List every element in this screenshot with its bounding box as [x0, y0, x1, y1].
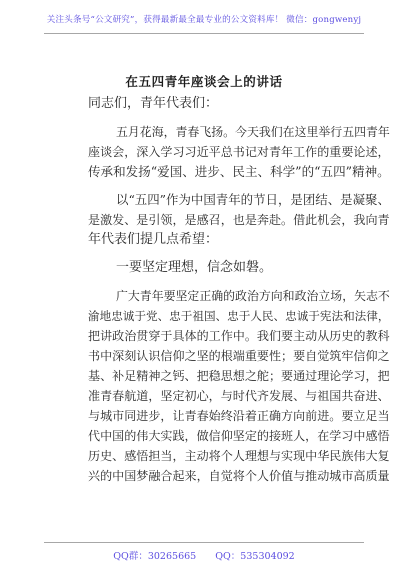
body-line: 年代表们提几点希望： — [88, 232, 219, 247]
body-line: 把讲政治贯穿于具体的工作中。我们要主动从历史的教科 — [88, 329, 390, 343]
body-line: 准青春航道，坚定初心，与时代齐发展、与祖国共奋进、 — [88, 389, 390, 403]
section-heading-1: 一要坚定理想，信念如磐。 — [116, 260, 273, 275]
body-line: 书中深刻认识信仰之坚的根端重要性；要自觉筑牢信仰之 — [88, 349, 390, 363]
footer-contact — [0, 548, 408, 562]
body-line: 代中国的伟大实践，做信仰坚定的接班人，在学习中感悟 — [88, 429, 390, 443]
body-line: 座谈会，深入学习习近平总书记对青年工作的重要论述， — [88, 145, 390, 159]
body-line: 是激发、是引领，是感召，也是奔赴。借此机会，我向青 — [88, 213, 390, 227]
body-line: 传承和发扬“爱国、进步、民主、科学”的“五四”精神。 — [88, 164, 390, 179]
footer-divider — [44, 542, 364, 543]
header-divider — [44, 33, 364, 34]
body-line: 五月花海，青春飞扬。今天我们在这里举行五四青年 — [116, 125, 390, 139]
body-line: 渝地忠诚于党、忠于祖国、忠于人民、忠诚于宪法和法律， — [88, 309, 390, 323]
footer-qq-number: QQ：535304092 — [215, 551, 295, 562]
body-line: 兴的中国梦融合起来，自觉将个人价值与推动城市高质量 — [88, 469, 390, 483]
body-line: 与城市同进步，让青春始终沿着正确方向前进。要立足当 — [88, 409, 390, 423]
salutation-line: 同志们，青年代表们： — [88, 96, 219, 111]
body-line: 广大青年要坚定正确的政治方向和政治立场，矢志不 — [116, 289, 390, 303]
body-line: 历史、感悟担当，主动将个人理想与实现中华民族伟大复 — [88, 449, 390, 463]
footer-qq-group: QQ群：30265665 — [113, 551, 197, 562]
body-line: 基、补足精神之钙、把稳思想之舵；要通过理论学习，把 — [88, 369, 390, 383]
document-title: 在五四青年座谈会上的讲话 — [125, 74, 283, 89]
header-promo-note: 关注头条号“公文研究”，获得最新最全最专业的公文资料库！ 微信：gongwenyj — [46, 15, 362, 25]
body-line: 以“五四”作为中国青年的节日，是团结、是凝聚、 — [116, 192, 390, 207]
